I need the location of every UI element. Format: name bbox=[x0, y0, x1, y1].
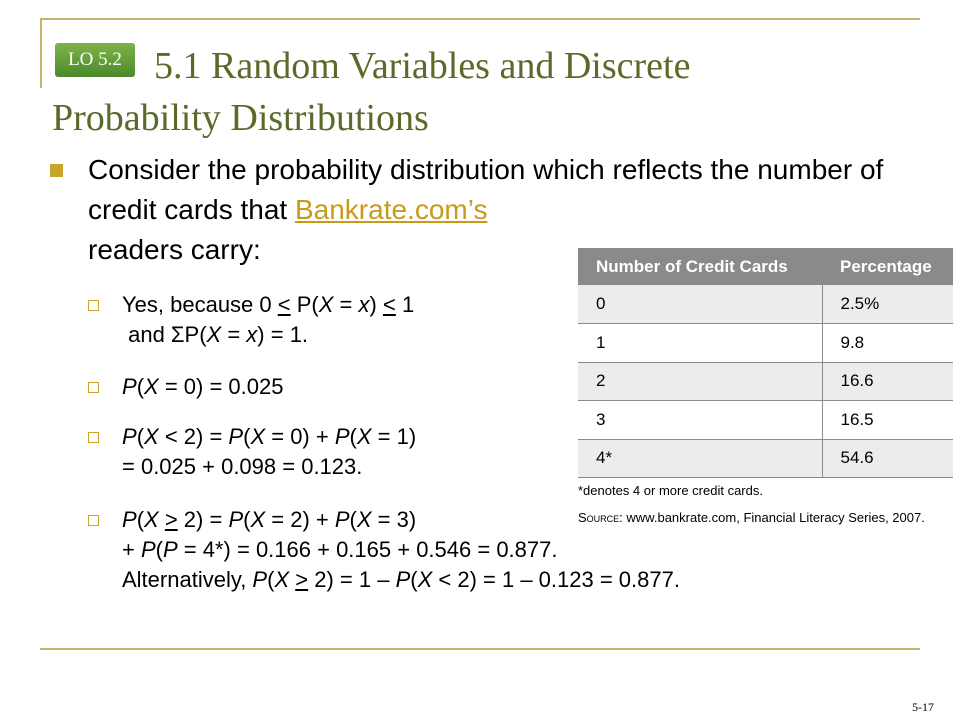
table-row bbox=[578, 401, 953, 440]
source-text: www.bankrate.com, Financial Literacy Series, 2007. bbox=[622, 510, 925, 525]
cell-percentage: 16.5 bbox=[822, 401, 953, 440]
table-row bbox=[578, 439, 953, 478]
cell-cards: 2 bbox=[578, 362, 822, 401]
page-number: 5-17 bbox=[912, 700, 934, 714]
cell-cards: 4* bbox=[578, 439, 822, 478]
table-row bbox=[578, 285, 953, 324]
main-bullet-text-start: Consider the probability distribution which reflects the number of credit cards that bbox=[88, 154, 884, 225]
square-bullet-icon bbox=[50, 164, 63, 177]
header-percentage: Percentage bbox=[822, 248, 953, 285]
cell-percentage: 16.6 bbox=[822, 362, 953, 401]
sub-bullet-3-text: P(X < 2) = P(X = 0) + P(X = 1) = 0.025 + 0.098 = 0.123. bbox=[122, 424, 417, 479]
table-row bbox=[578, 324, 953, 363]
sub-bullet-1-text: Yes, because 0 < P(X = x) < 1 and ΣP(X = x) = 1. bbox=[122, 292, 415, 347]
checkbox-bullet-icon bbox=[88, 432, 99, 443]
table-source bbox=[578, 510, 925, 525]
checkbox-bullet-icon bbox=[88, 382, 99, 393]
cell-cards: 3 bbox=[578, 401, 822, 440]
checkbox-bullet-icon bbox=[88, 300, 99, 311]
credit-card-table bbox=[578, 248, 953, 478]
bankrate-link[interactable]: Bankrate.com’s bbox=[294, 194, 488, 225]
checkbox-bullet-icon bbox=[88, 515, 99, 526]
cell-cards: 1 bbox=[578, 324, 822, 363]
learning-objective-badge: LO 5.2 bbox=[55, 43, 135, 77]
sub-bullet-4-text: P(X > 2) = P(X = 2) + P(X = 3) + P(P = 4*) = 0.166 + 0.165 + 0.546 = 0.877. Alternatively, P(X > 2) = 1 – P(X < 2) = 1 – 0.123 = 0.877. bbox=[122, 507, 680, 592]
cell-percentage: 9.8 bbox=[822, 324, 953, 363]
title-line-1: 5.1 Random Variables and Discrete bbox=[154, 45, 691, 87]
main-bullet-text-end: readers carry: bbox=[88, 234, 261, 265]
cell-percentage: 2.5% bbox=[822, 285, 953, 324]
header-number-of-credit-cards: Number of Credit Cards bbox=[578, 248, 822, 285]
bottom-rule bbox=[40, 648, 920, 650]
top-rule bbox=[40, 18, 920, 20]
table-footnote: *denotes 4 or more credit cards. bbox=[578, 483, 763, 498]
source-label: Source: bbox=[578, 510, 623, 525]
top-rule-vertical bbox=[40, 18, 42, 88]
table-header-row bbox=[578, 248, 953, 285]
table-row bbox=[578, 362, 953, 401]
title-line-2: Probability Distributions bbox=[52, 97, 429, 139]
sub-bullet-2-text: P(X = 0) = 0.025 bbox=[122, 374, 284, 399]
slide-title bbox=[52, 40, 932, 144]
cell-cards: 0 bbox=[578, 285, 822, 324]
cell-percentage: 54.6 bbox=[822, 439, 953, 478]
